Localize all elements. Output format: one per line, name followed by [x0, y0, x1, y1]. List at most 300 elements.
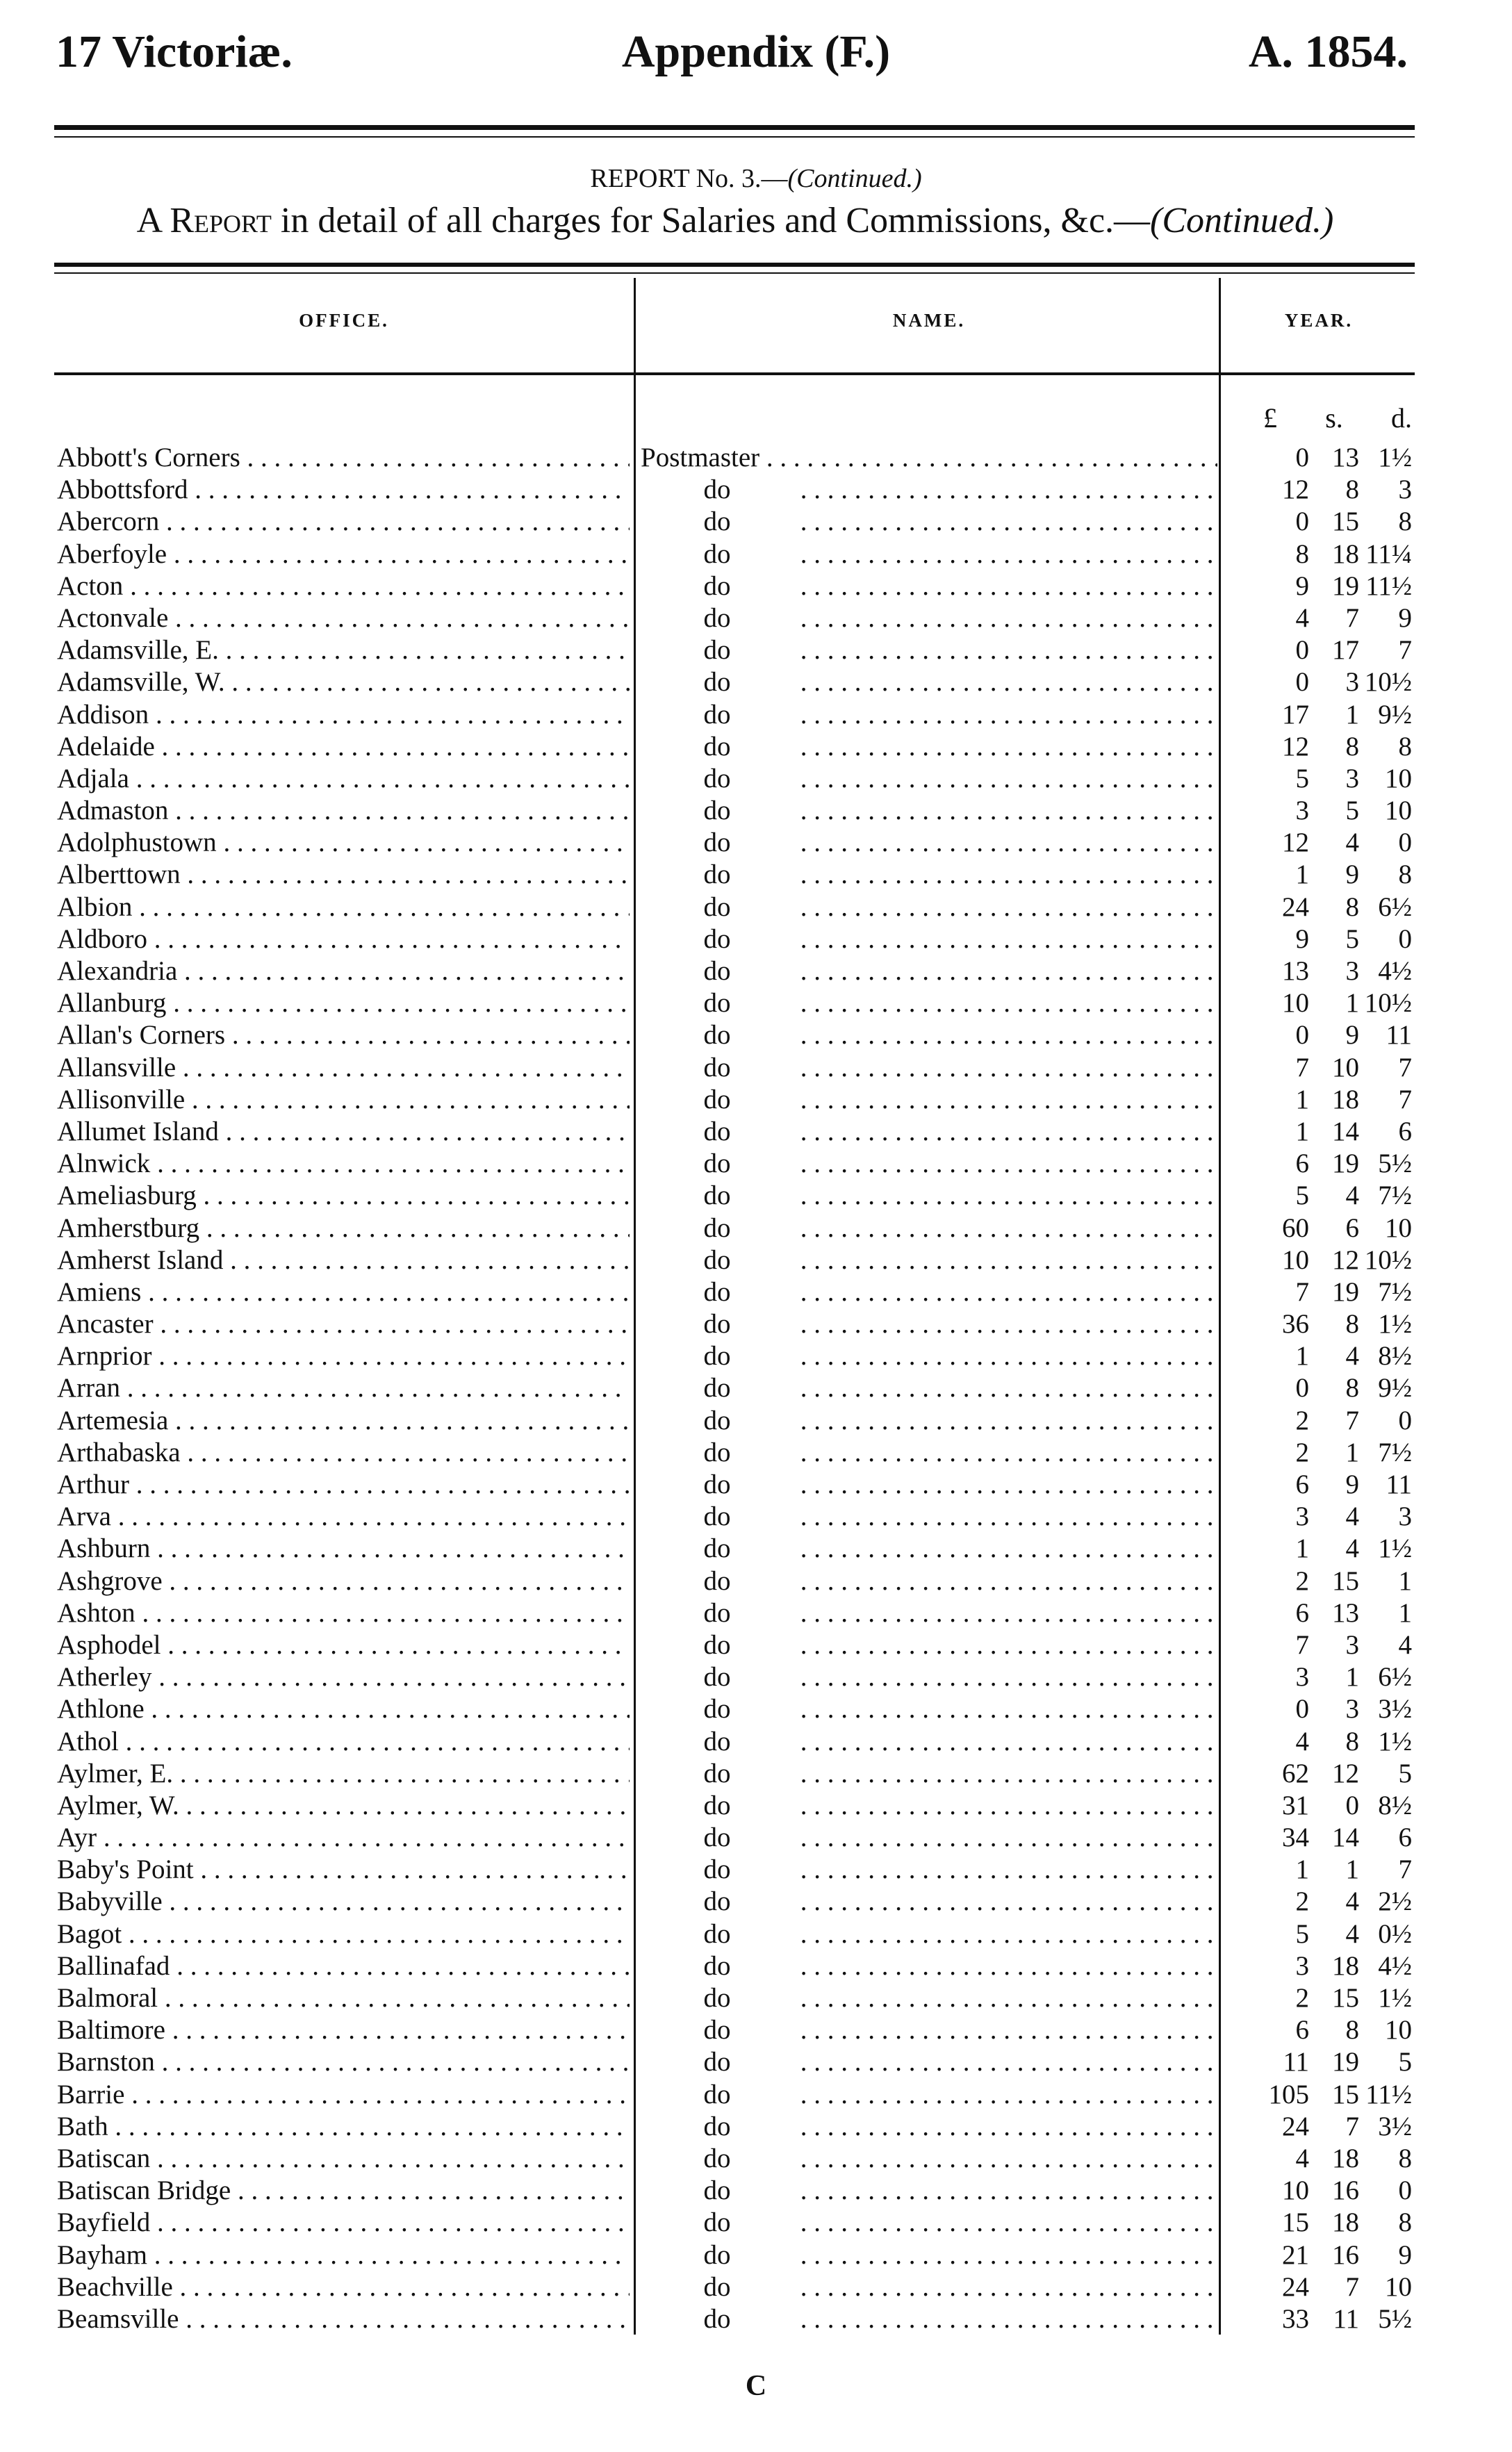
name-cell	[641, 891, 1217, 923]
unit-pounds: £	[1263, 402, 1277, 434]
year-amount	[1259, 987, 1412, 1019]
year-amount	[1259, 1790, 1412, 1822]
office-cell	[57, 2239, 630, 2271]
amount-pence: 0½	[1378, 1918, 1412, 1949]
amount-shillings: 0	[1345, 1790, 1359, 1820]
year-amount	[1259, 795, 1412, 827]
postmaster-title: do	[703, 1886, 731, 1917]
year-amount	[1259, 1822, 1412, 1854]
amount-pence: 9½	[1378, 699, 1412, 730]
name-cell	[641, 699, 1217, 731]
table-row	[0, 1019, 1512, 1051]
table-row	[0, 2175, 1512, 2207]
name-cell	[641, 1918, 1217, 1950]
office-cell	[57, 634, 630, 666]
postmaster-title: do	[703, 731, 731, 762]
table-row	[0, 891, 1512, 923]
office-cell	[57, 666, 630, 698]
amount-pounds: 2	[1295, 1437, 1309, 1467]
amount-shillings: 9	[1345, 859, 1359, 890]
amount-shillings: 4	[1345, 1341, 1359, 1372]
office-name: Admaston	[57, 796, 169, 826]
postmaster-title: do	[703, 2239, 731, 2270]
amount-shillings: 6	[1345, 1212, 1359, 1243]
name-cell	[641, 1052, 1217, 1084]
table-row	[0, 1276, 1512, 1308]
postmaster-title: do	[703, 1662, 731, 1693]
name-cell	[641, 1790, 1217, 1822]
amount-pence: 10	[1385, 763, 1412, 793]
amount-pounds: 17	[1282, 699, 1309, 730]
office-name: Ashgrove	[57, 1565, 163, 1596]
amount-pence: 4½	[1378, 1950, 1412, 1981]
name-cell	[641, 570, 1217, 602]
year-amount	[1259, 1116, 1412, 1148]
amount-pounds: 2	[1295, 1983, 1309, 2013]
name-cell	[641, 1116, 1217, 1148]
amount-shillings: 15	[1332, 1983, 1359, 2013]
amount-pence: 11¼	[1365, 538, 1412, 569]
name-cell	[641, 731, 1217, 763]
amount-pounds: 4	[1295, 1726, 1309, 1756]
postmaster-title: do	[703, 1533, 731, 1564]
amount-pounds: 34	[1282, 1822, 1309, 1853]
amount-pounds: 33	[1282, 2303, 1309, 2334]
name-cell	[641, 1693, 1217, 1725]
name-cell	[641, 795, 1217, 827]
office-cell	[57, 1726, 630, 1758]
header-year: A. 1854.	[1248, 26, 1408, 77]
postmaster-title: do	[703, 1244, 731, 1275]
year-amount	[1259, 1276, 1412, 1308]
amount-pence: 3	[1398, 475, 1412, 505]
amount-pence: 10	[1385, 1212, 1412, 1243]
amount-pounds: 1	[1295, 1854, 1309, 1885]
name-cell	[641, 2079, 1217, 2111]
year-amount	[1259, 1244, 1412, 1276]
postmaster-title: do	[703, 475, 731, 505]
table-row	[0, 923, 1512, 955]
table-row	[0, 1116, 1512, 1148]
year-amount	[1259, 2143, 1412, 2175]
amount-pence: 8	[1398, 2207, 1412, 2238]
year-amount	[1259, 1726, 1412, 1758]
office-cell	[57, 1372, 630, 1404]
table-row	[0, 1405, 1512, 1437]
table-row	[0, 1372, 1512, 1404]
year-amount	[1259, 699, 1412, 731]
office-cell	[57, 570, 630, 602]
signature-mark: C	[745, 2370, 767, 2402]
office-name: Balmoral	[57, 1983, 158, 2013]
amount-pounds: 6	[1295, 1149, 1309, 1179]
table-row	[0, 602, 1512, 634]
office-name: Baby's Point	[57, 1854, 194, 1885]
amount-pounds: 12	[1282, 828, 1309, 858]
name-cell	[641, 2207, 1217, 2239]
year-amount	[1259, 1212, 1412, 1244]
office-name: Abbott's Corners	[57, 443, 240, 472]
table-row	[0, 1950, 1512, 1982]
table-row	[0, 699, 1512, 731]
amount-shillings: 13	[1332, 443, 1359, 472]
amount-pounds: 5	[1295, 1918, 1309, 1949]
year-amount	[1259, 2303, 1412, 2335]
office-cell	[57, 1950, 630, 1982]
amount-shillings: 3	[1345, 1629, 1359, 1660]
amount-shillings: 17	[1332, 635, 1359, 666]
office-cell	[57, 1019, 630, 1051]
amount-shillings: 4	[1345, 1180, 1359, 1211]
column-header-name: NAME.	[892, 310, 966, 331]
amount-pounds: 11	[1283, 2047, 1309, 2077]
amount-pounds: 2	[1295, 1886, 1309, 1917]
name-cell	[641, 859, 1217, 891]
postmaster-title: do	[703, 796, 731, 826]
name-cell	[641, 827, 1217, 859]
report-title	[56, 200, 1415, 242]
amount-pounds: 2	[1295, 1405, 1309, 1435]
office-name: Babyville	[57, 1886, 163, 1917]
office-name: Athlone	[57, 1694, 145, 1725]
amount-shillings: 19	[1332, 2047, 1359, 2077]
postmaster-title: do	[703, 1565, 731, 1596]
amount-shillings: 3	[1345, 763, 1359, 793]
amount-pence: 8	[1398, 2143, 1412, 2173]
postmaster-title: do	[703, 1309, 731, 1340]
postmaster-title: do	[703, 1822, 731, 1853]
name-cell	[641, 1340, 1217, 1372]
office-cell	[57, 1052, 630, 1084]
amount-shillings: 15	[1332, 2079, 1359, 2109]
office-name: Bayfield	[57, 2207, 151, 2238]
year-amount	[1259, 1019, 1412, 1051]
table-row	[0, 2207, 1512, 2239]
name-cell	[641, 2046, 1217, 2078]
amount-pence: 6	[1398, 1116, 1412, 1146]
table-row	[0, 1533, 1512, 1565]
year-amount	[1259, 474, 1412, 506]
office-cell	[57, 955, 630, 987]
amount-pence: 9½	[1378, 1373, 1412, 1404]
name-cell	[641, 474, 1217, 506]
amount-pence: 3½	[1378, 1694, 1412, 1725]
amount-pounds: 24	[1282, 891, 1309, 922]
table-row	[0, 1886, 1512, 1918]
table-row	[0, 1629, 1512, 1661]
year-amount	[1259, 763, 1412, 795]
amount-shillings: 1	[1345, 988, 1359, 1019]
amount-pounds: 3	[1295, 1501, 1309, 1532]
postmaster-title: do	[703, 1854, 731, 1885]
table-row	[0, 2014, 1512, 2046]
table-row	[0, 1052, 1512, 1084]
amount-pounds: 5	[1295, 763, 1309, 793]
office-cell	[57, 1437, 630, 1469]
name-cell	[641, 1212, 1217, 1244]
amount-pence: 3	[1398, 1501, 1412, 1532]
postmaster-title: do	[703, 1918, 731, 1949]
office-name: Ashton	[57, 1597, 135, 1628]
year-amount	[1259, 2271, 1412, 2303]
office-cell	[57, 1308, 630, 1340]
office-cell	[57, 891, 630, 923]
amount-pence: 6½	[1378, 891, 1412, 922]
year-amount	[1259, 2239, 1412, 2271]
table-row	[0, 634, 1512, 666]
postmaster-title: do	[703, 2303, 731, 2334]
postmaster-title: do	[703, 1373, 731, 1404]
amount-pounds: 105	[1268, 2079, 1309, 2109]
table-row	[0, 1790, 1512, 1822]
office-name: Albion	[57, 891, 133, 922]
amount-pounds: 6	[1295, 1470, 1309, 1499]
year-amount	[1259, 1758, 1412, 1790]
table-row	[0, 1212, 1512, 1244]
salary-table-body	[0, 442, 1512, 2335]
table-row	[0, 570, 1512, 602]
table-row	[0, 1726, 1512, 1758]
office-cell	[57, 2014, 630, 2046]
postmaster-title: do	[703, 667, 731, 698]
name-cell	[641, 666, 1217, 698]
currency-units	[1263, 403, 1412, 432]
office-name: Amherstburg	[57, 1212, 200, 1243]
name-cell	[641, 1372, 1217, 1404]
office-cell	[57, 1790, 630, 1822]
year-amount	[1259, 1469, 1412, 1501]
office-cell	[57, 795, 630, 827]
amount-pence: 6	[1398, 1822, 1412, 1853]
amount-shillings: 18	[1332, 1084, 1359, 1114]
office-name: Ancaster	[57, 1309, 154, 1340]
postmaster-title: do	[703, 699, 731, 730]
office-cell	[57, 538, 630, 570]
amount-pounds: 12	[1282, 731, 1309, 762]
report-title-continued: (Continued.)	[1150, 201, 1334, 240]
office-name: Bagot	[57, 1918, 122, 1949]
amount-pounds: 62	[1282, 1758, 1309, 1788]
amount-shillings: 5	[1345, 923, 1359, 954]
office-name: Batiscan Bridge	[57, 2175, 231, 2206]
postmaster-title: do	[703, 1950, 731, 1981]
amount-shillings: 4	[1345, 828, 1359, 858]
office-name: Allan's Corners	[57, 1020, 226, 1051]
amount-shillings: 1	[1345, 1662, 1359, 1693]
office-name: Allansville	[57, 1052, 176, 1083]
name-cell	[641, 1533, 1217, 1565]
table-row	[0, 666, 1512, 698]
office-cell	[57, 763, 630, 795]
office-name: Ayr	[57, 1822, 97, 1853]
amount-shillings: 18	[1332, 1950, 1359, 1981]
table-row	[0, 474, 1512, 506]
table-row	[0, 442, 1512, 474]
office-cell	[57, 731, 630, 763]
office-cell	[57, 1244, 630, 1276]
amount-pounds: 3	[1295, 796, 1309, 826]
postmaster-title: do	[703, 2143, 731, 2173]
office-cell	[57, 1982, 630, 2014]
office-cell	[57, 1148, 630, 1180]
table-row	[0, 2046, 1512, 2078]
postmaster-title: do	[703, 507, 731, 537]
office-name: Atherley	[57, 1662, 152, 1693]
office-name: Aylmer, E.	[57, 1758, 174, 1788]
office-name: Arran	[57, 1373, 120, 1404]
office-name: Addison	[57, 699, 149, 730]
office-cell	[57, 859, 630, 891]
amount-pence: 9	[1398, 2239, 1412, 2270]
name-cell	[641, 1565, 1217, 1597]
office-cell	[57, 699, 630, 731]
postmaster-title: do	[703, 828, 731, 858]
name-cell	[641, 2271, 1217, 2303]
amount-pence: 7½	[1378, 1276, 1412, 1307]
amount-pounds: 1	[1295, 1084, 1309, 1114]
office-name: Arthabaska	[57, 1437, 181, 1467]
table-top-rule-thin	[54, 272, 1415, 274]
office-name: Asphodel	[57, 1629, 161, 1660]
office-cell	[57, 2143, 630, 2175]
amount-pence: 1½	[1378, 1533, 1412, 1564]
amount-pence: 5½	[1378, 1149, 1412, 1179]
name-cell	[641, 2239, 1217, 2271]
name-cell	[641, 2175, 1217, 2207]
name-cell	[641, 442, 1217, 474]
amount-pence: 7	[1398, 1854, 1412, 1885]
postmaster-title: do	[703, 1790, 731, 1820]
amount-pounds: 9	[1295, 570, 1309, 601]
name-cell	[641, 1437, 1217, 1469]
amount-pence: 4½	[1378, 956, 1412, 986]
postmaster-title: do	[703, 1694, 731, 1725]
amount-shillings: 15	[1332, 507, 1359, 537]
postmaster-title: do	[703, 1501, 731, 1532]
table-top-rule-thick	[54, 263, 1415, 267]
postmaster-title: do	[703, 763, 731, 793]
postmaster-title: do	[703, 570, 731, 601]
report-title-report: Report	[170, 201, 272, 240]
amount-pounds: 0	[1295, 1020, 1309, 1051]
amount-shillings: 8	[1345, 891, 1359, 922]
office-cell	[57, 1886, 630, 1918]
postmaster-title: do	[703, 1020, 731, 1051]
office-name: Aylmer, W.	[57, 1790, 179, 1820]
office-name: Adamsville, E.	[57, 635, 219, 666]
name-cell	[641, 634, 1217, 666]
postmaster-title: do	[703, 988, 731, 1019]
name-cell	[641, 2014, 1217, 2046]
amount-pounds: 8	[1295, 538, 1309, 569]
amount-pounds: 2	[1295, 1565, 1309, 1596]
office-name: Ameliasburg	[57, 1180, 197, 1211]
office-cell	[57, 1661, 630, 1693]
name-cell	[641, 1597, 1217, 1629]
amount-pounds: 0	[1295, 1373, 1309, 1404]
name-cell	[641, 1822, 1217, 1854]
office-name: Baltimore	[57, 2015, 165, 2046]
office-name: Arthur	[57, 1470, 129, 1499]
amount-shillings: 3	[1345, 1694, 1359, 1725]
amount-shillings: 8	[1345, 731, 1359, 762]
amount-pence: 7	[1398, 1084, 1412, 1114]
amount-shillings: 4	[1345, 1918, 1359, 1949]
office-cell	[57, 2079, 630, 2111]
name-cell	[641, 1244, 1217, 1276]
amount-shillings: 7	[1345, 602, 1359, 633]
office-name: Amiens	[57, 1276, 142, 1307]
table-row	[0, 1758, 1512, 1790]
postmaster-title: do	[703, 1726, 731, 1756]
name-cell	[641, 1726, 1217, 1758]
unit-shillings: s.	[1325, 402, 1343, 434]
office-cell	[57, 1180, 630, 1212]
table-row	[0, 2303, 1512, 2335]
year-amount	[1259, 1372, 1412, 1404]
office-cell	[57, 1918, 630, 1950]
office-name: Beamsville	[57, 2303, 179, 2334]
table-row	[0, 1437, 1512, 1469]
table-row	[0, 1918, 1512, 1950]
name-cell	[641, 602, 1217, 634]
office-name: Abercorn	[57, 507, 160, 537]
amount-pence: 7	[1398, 635, 1412, 666]
postmaster-title: do	[703, 1983, 731, 2013]
table-row	[0, 2111, 1512, 2143]
amount-pence: 11½	[1365, 570, 1412, 601]
postmaster-title: do	[703, 2207, 731, 2238]
postmaster-title: Postmaster	[641, 443, 760, 472]
office-cell	[57, 987, 630, 1019]
header-rule-thick	[54, 125, 1415, 130]
table-row	[0, 763, 1512, 795]
year-amount	[1259, 1405, 1412, 1437]
table-row	[0, 1340, 1512, 1372]
amount-shillings: 7	[1345, 2271, 1359, 2302]
amount-pence: 1½	[1378, 1726, 1412, 1756]
office-cell	[57, 2303, 630, 2335]
office-name: Alnwick	[57, 1149, 151, 1179]
amount-pence: 10	[1385, 796, 1412, 826]
amount-shillings: 19	[1332, 1276, 1359, 1307]
amount-pounds: 0	[1295, 1694, 1309, 1725]
amount-pence: 10½	[1364, 988, 1412, 1019]
amount-pounds: 4	[1295, 2143, 1309, 2173]
amount-pence: 10½	[1364, 1244, 1412, 1275]
table-row	[0, 1822, 1512, 1854]
name-cell	[641, 1758, 1217, 1790]
table-row	[0, 2079, 1512, 2111]
amount-shillings: 12	[1332, 1758, 1359, 1788]
amount-pounds: 15	[1282, 2207, 1309, 2238]
amount-pounds: 6	[1295, 1597, 1309, 1628]
office-cell	[57, 1469, 630, 1501]
table-row	[0, 1308, 1512, 1340]
amount-shillings: 5	[1345, 796, 1359, 826]
amount-pounds: 0	[1295, 635, 1309, 666]
table-row	[0, 1693, 1512, 1725]
amount-shillings: 19	[1332, 1149, 1359, 1179]
office-cell	[57, 1212, 630, 1244]
amount-pounds: 0	[1295, 443, 1309, 472]
name-cell	[641, 763, 1217, 795]
amount-pounds: 60	[1282, 1212, 1309, 1243]
year-amount	[1259, 2175, 1412, 2207]
table-row	[0, 795, 1512, 827]
year-amount	[1259, 731, 1412, 763]
amount-pounds: 13	[1282, 956, 1309, 986]
